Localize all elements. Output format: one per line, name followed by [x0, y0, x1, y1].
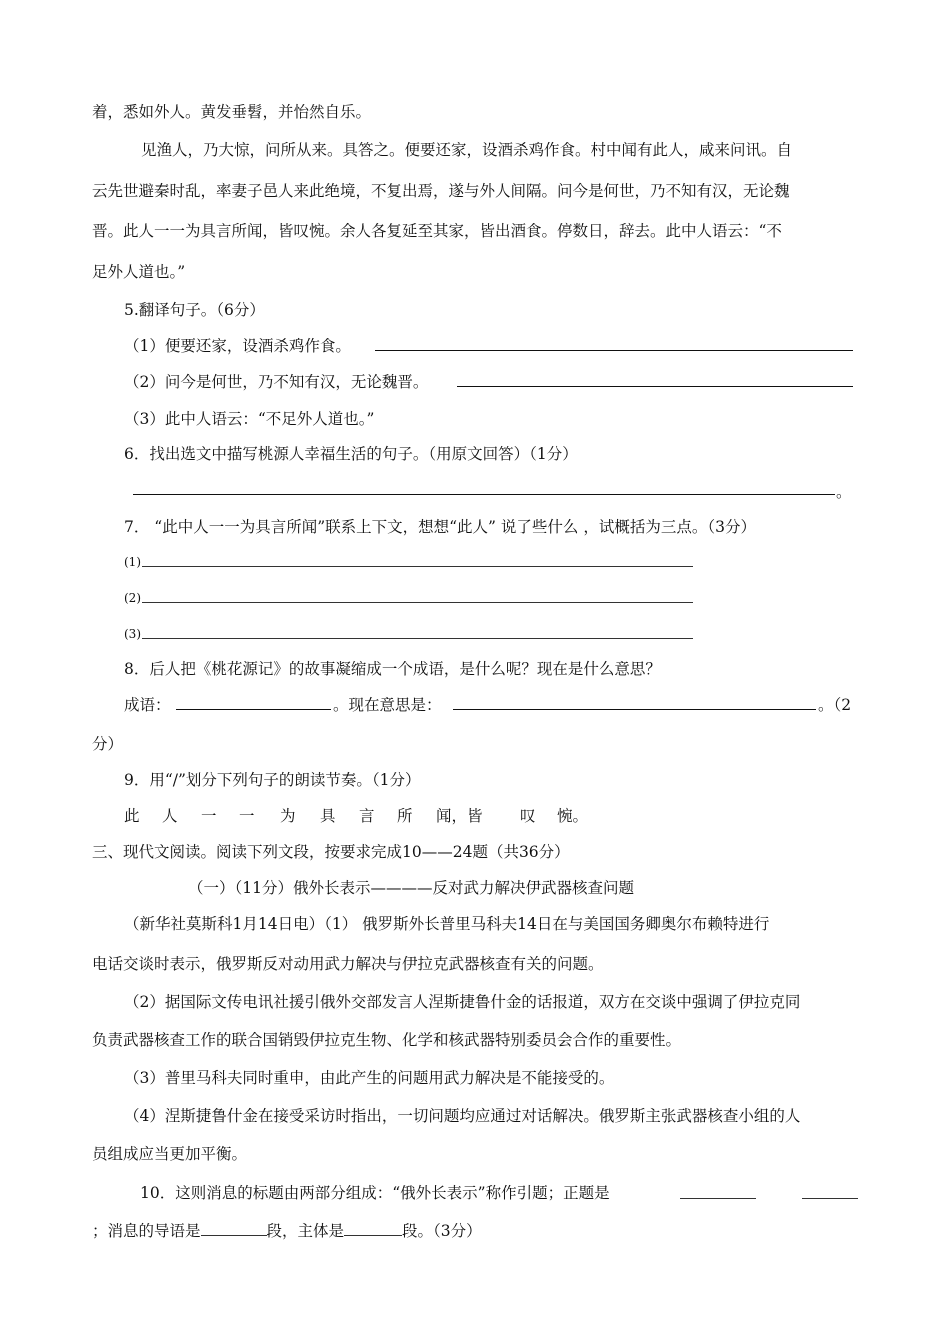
text-fragment: 段。（3分） [402, 1222, 482, 1240]
sub-heading: （一）（11分）俄外长表示————反对武力解决伊武器核查问题 [188, 879, 634, 897]
rhythm-char: 惋。 [557, 807, 589, 825]
sentence-text: （1）便要还家，设酒杀鸡作食。 [124, 337, 351, 355]
passage-line: 云先世避秦时乱，率妻子邑人来此绝境，不复出焉，遂与外人间隔。问今是何世，乃不知有汉，无论魏 [92, 182, 790, 200]
question-8-title: 8．后人把《桃花源记》的故事凝缩成一个成语，是什么呢？现在是什么意思？ [124, 660, 661, 678]
answer-line[interactable] [142, 638, 693, 639]
rhythm-sentence [0, 806, 950, 828]
text-fragment: ；消息的导语是 [92, 1222, 201, 1240]
question-5-sentence-1 [124, 336, 351, 356]
answer-line[interactable] [802, 1198, 858, 1199]
sentence-end: 。 [836, 483, 852, 501]
rhythm-char: 一 [239, 807, 255, 825]
rhythm-char: 所 [397, 807, 413, 825]
item-number: (1) [124, 555, 141, 569]
passage-line: 着，悉如外人。黄发垂髫，并怡然自乐。 [92, 103, 372, 121]
news-paragraph-line: （4）涅斯捷鲁什金在接受采访时指出，一切问题均应通过对话解决。俄罗斯主张武器核查小组的人 [124, 1107, 801, 1125]
passage-line: 足外人道也。” [92, 263, 186, 281]
question-10-line [92, 1221, 482, 1241]
score-end: 分） [92, 735, 124, 753]
score-tail: 。（2 [818, 696, 852, 714]
news-paragraph-line: 负责武器核查工作的联合国销毁伊拉克生物、化学和核武器特别委员会合作的重要性。 [92, 1031, 682, 1049]
passage-line: 见渔人，乃大惊，问所从来。具答之。便要还家，设酒杀鸡作食。村中闻有此人，咸来问讯。自 [141, 141, 793, 159]
question-5-sentence-2 [124, 372, 428, 392]
answer-line[interactable] [680, 1198, 756, 1199]
question-7-title: 7． “此中人一一为具言所闻”联系上下文，想想“此人” 说了些什么 ，试概括为三点。（3分） [124, 518, 756, 536]
body-blank[interactable] [344, 1221, 402, 1236]
question-5-title: 5.翻译句子。（6分） [124, 301, 265, 319]
question-6-title: 6．找出选文中描写桃源人幸福生活的句子。（用原文回答）（1分） [124, 445, 578, 463]
news-paragraph-line: （3）普里马科夫同时重申，由此产生的问题用武力解决是不能接受的。 [124, 1069, 615, 1087]
rhythm-char: 叹 [520, 807, 536, 825]
rhythm-char: 一 [201, 807, 217, 825]
news-paragraph-line: （2）据国际文传电讯社援引俄外交部发言人涅斯捷鲁什金的话报道，双方在交谈中强调了伊拉克同 [124, 993, 801, 1011]
idiom-blank[interactable] [176, 693, 331, 710]
rhythm-char: 闻，皆 [436, 807, 483, 825]
rhythm-char: 为 [280, 807, 296, 825]
question-5-sentence-3: （3）此中人语云：“不足外人道也。” [124, 410, 375, 428]
idiom-label: 成语： [124, 696, 171, 714]
item-number: (2) [124, 591, 141, 605]
answer-blank[interactable] [133, 478, 835, 495]
section-heading: 三、现代文阅读。阅读下列文段，按要求完成10——24题（共36分） [92, 843, 570, 861]
lead-blank[interactable] [201, 1221, 267, 1236]
text-fragment: 段，主体是 [266, 1222, 345, 1240]
news-paragraph-line: 员组成应当更加平衡。 [92, 1145, 248, 1163]
sentence-text: （2）问今是何世，乃不知有汉，无论魏晋。 [124, 373, 429, 391]
answer-line[interactable] [142, 602, 693, 603]
rhythm-char: 言 [359, 807, 375, 825]
answer-blank[interactable] [457, 370, 853, 387]
meaning-label: 。现在意思是： [333, 696, 442, 714]
news-paragraph-line: 电话交谈时表示，俄罗斯反对动用武力解决与伊拉克武器核查有关的问题。 [92, 955, 604, 973]
meaning-blank[interactable] [453, 693, 816, 710]
question-10-line: 10．这则消息的标题由两部分组成：“俄外长表示”称作引题；正题是 [140, 1184, 610, 1202]
passage-line: 晋。此人一一为具言所闻，皆叹惋。余人各复延至其家，皆出酒食。停数日，辞去。此中人语云：“不 [92, 222, 782, 240]
rhythm-char: 此 [124, 807, 140, 825]
news-paragraph-line: （新华社莫斯科1月14日电）（1） 俄罗斯外长普里马科夫14日在与美国国务卿奥尔布赖特进行 [124, 915, 770, 933]
answer-blank[interactable] [375, 334, 853, 351]
rhythm-char: 具 [320, 807, 336, 825]
rhythm-char: 人 [162, 807, 178, 825]
item-number: (3) [124, 627, 141, 641]
answer-line[interactable] [142, 566, 693, 567]
question-9-title: 9．用“/”划分下列句子的朗读节奏。（1分） [124, 771, 421, 789]
